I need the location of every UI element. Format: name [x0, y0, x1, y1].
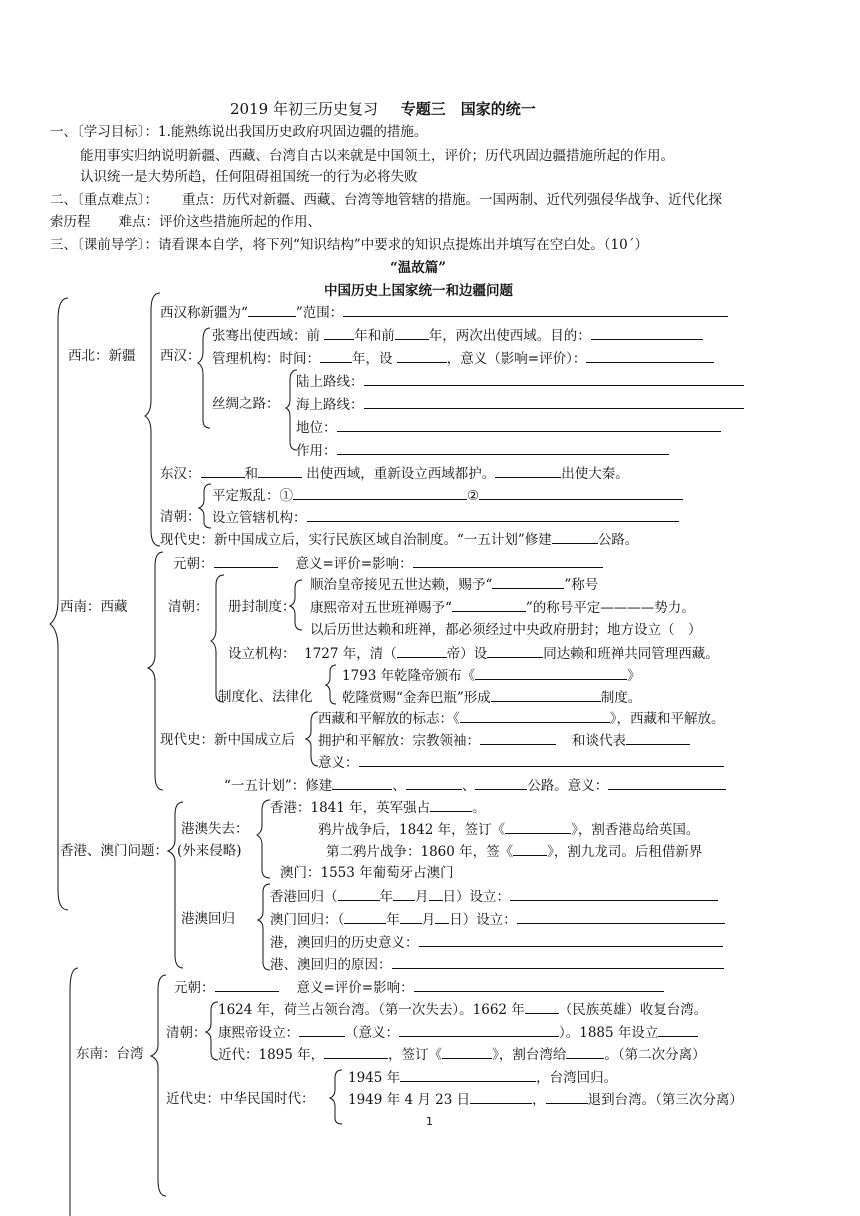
- se-t3: 近代：1895 年， ，签订《 》，割台湾给 。（第二次分离）: [218, 1047, 706, 1063]
- nw-donghan: 东汉： 和 出使西域，重新设立西域都护。 出使大秦。: [160, 466, 629, 482]
- hk-h2: 鸦片战争后，1842 年，签订《 》，割香港岛给英国。: [318, 822, 700, 838]
- review-heading: “温故篇”: [390, 260, 447, 276]
- nw-silk-label: 丝绸之路：: [212, 396, 280, 412]
- title-topic: 专题三 国家的统一: [400, 100, 536, 118]
- se-t1: 1624 年，荷兰占领台湾。（第一次失去）。1662 年 （民族英雄）收复台湾。: [218, 1002, 708, 1018]
- page-number: 1: [426, 1115, 433, 1128]
- nw-line3: 管理机构：时间： 年，设 ，意义（影响=评价）：: [212, 349, 714, 368]
- nw-status: 地位：: [296, 418, 721, 437]
- sw-modern-label: 现代史：新中国成立后: [160, 732, 295, 748]
- nw-line2: 张骞出使西域：前 年和前 年，两次出使西域。目的：: [212, 326, 703, 345]
- goals-line3: 认识统一是大势所趋，任何阻碍祖国统一的行为必将失败: [80, 169, 418, 185]
- se-yuan: 元朝： 意义=评价=影响：: [174, 978, 664, 997]
- sw-x2: 拥护和平解放：宗教领袖： 和谈代表: [318, 731, 690, 750]
- nw-qing-label: 清朝：: [160, 509, 201, 525]
- se-j2: 1949 年 4 月 23 日 ， 退到台湾。（第三次分离）: [348, 1092, 743, 1108]
- sw-cefeng-label: 册封制度：: [228, 599, 296, 615]
- nw-effect: 作用：: [296, 441, 669, 460]
- sw-qing-label: 清朝：: [168, 599, 209, 615]
- sw-fiveyear: “一五计划”：修建 、 、 公路。意义：: [224, 776, 726, 795]
- nw-xihan-label: 西汉：: [160, 348, 201, 364]
- sw-c1: 顺治皇帝接见五世达赖，赐予“ ”称号: [310, 577, 599, 593]
- goals-line1: 一、〔学习目标〕：1.能熟练说出我国历史政府巩固边疆的措施。: [50, 124, 428, 140]
- hk-r4: 港、澳回归的原因：: [270, 955, 724, 974]
- sw-c2: 康熙帝对五世班禅赐予“ ”的称号平定————势力。: [310, 600, 695, 616]
- hk-return-label: 港澳回归: [181, 911, 235, 927]
- sw-zhidu-label: 制度化、法律化: [218, 689, 313, 705]
- keys-line2: 索历程 难点：评价这些措施所起的作用、: [50, 214, 321, 230]
- hk-lost-label: 港澳失去：: [181, 821, 249, 837]
- hk-h4: 澳门：1553 年葡萄牙占澳门: [280, 865, 454, 881]
- sw-jigou: 设立机构： 1727 年，清（ 帝）设 同达赖和班禅共同管理西藏。: [228, 646, 719, 662]
- nw-modern: 现代史：新中国成立后，实行民族区域自治制度。“一五计划”修建 公路。: [160, 532, 639, 548]
- guide-line: 三、〔课前导学〕：请看课本自学，将下列“知识结构”中要求的知识点提炼出并填写在空白处。（10´）: [50, 237, 648, 253]
- hk-lost-sub: (外来侵略): [177, 843, 242, 859]
- northwest-label: 西北：新疆: [68, 348, 136, 364]
- hk-h1: 香港：1841 年，英军强占 。: [270, 800, 486, 816]
- hk-r2: 澳门回归：（ 年 月 日）设立：: [270, 910, 725, 929]
- nw-sea: 海上路线：: [296, 395, 744, 414]
- keys-line1: 二、〔重点难点〕： 重点：历代对新疆、西藏、台湾等地管辖的措施。一国两制、近代列强侵华战争、近代化探: [50, 192, 722, 208]
- nw-land: 陆上路线：: [296, 372, 744, 391]
- goals-line2: 能用事实归纳说明新疆、西藏、台湾自古以来就是中国领土，评价；历代巩固边疆措施所起的作用。: [80, 148, 674, 164]
- sw-z2: 乾隆赏赐“金奔巴瓶”形成 制度。: [342, 690, 642, 706]
- sw-yuan: 元朝： 意义=评价=影响：: [173, 554, 603, 573]
- hk-h3: 第二鸦片战争：1860 年，签《 》，割九龙司。后租借新界: [326, 844, 703, 860]
- sw-c3: 以后历世达赖和班禅，都必须经过中央政府册封；地方设立（ ）: [310, 622, 702, 638]
- section-heading: 中国历史上国家统一和边疆问题: [324, 283, 513, 299]
- hkmacau-label: 香港、澳门问题：: [60, 843, 168, 859]
- sw-z1: 1793 年乾隆帝颁布《 》: [342, 668, 641, 684]
- hk-r3: 港，澳回归的历史意义：: [270, 933, 723, 952]
- sw-x1: 西藏和平解放的标志：《 》，西藏和平解放。: [318, 711, 725, 727]
- se-qing-label: 清朝：: [166, 1025, 207, 1041]
- se-t2: 康熙帝设立： （意义： ）。1885 年设立: [218, 1023, 698, 1042]
- sw-x3: 意义：: [318, 753, 724, 772]
- nw-qing2: 设立管辖机构：: [212, 508, 679, 527]
- nw-qing1: 平定叛乱：① ②: [212, 486, 683, 505]
- southeast-label: 东南：台湾: [76, 1046, 144, 1062]
- page-title: [230, 100, 536, 118]
- title-year: 2019 年初三历史复习: [230, 100, 378, 118]
- hk-r1: 香港回归（ 年 月 日）设立：: [270, 887, 718, 906]
- southwest-label: 西南：西藏: [60, 599, 128, 615]
- nw-line1: 西汉称新疆为“ ”范围：: [160, 303, 728, 322]
- se-jindai-label: 近代史：中华民国时代：: [166, 1091, 315, 1107]
- se-j1: 1945 年 ，台湾回归。: [348, 1070, 618, 1086]
